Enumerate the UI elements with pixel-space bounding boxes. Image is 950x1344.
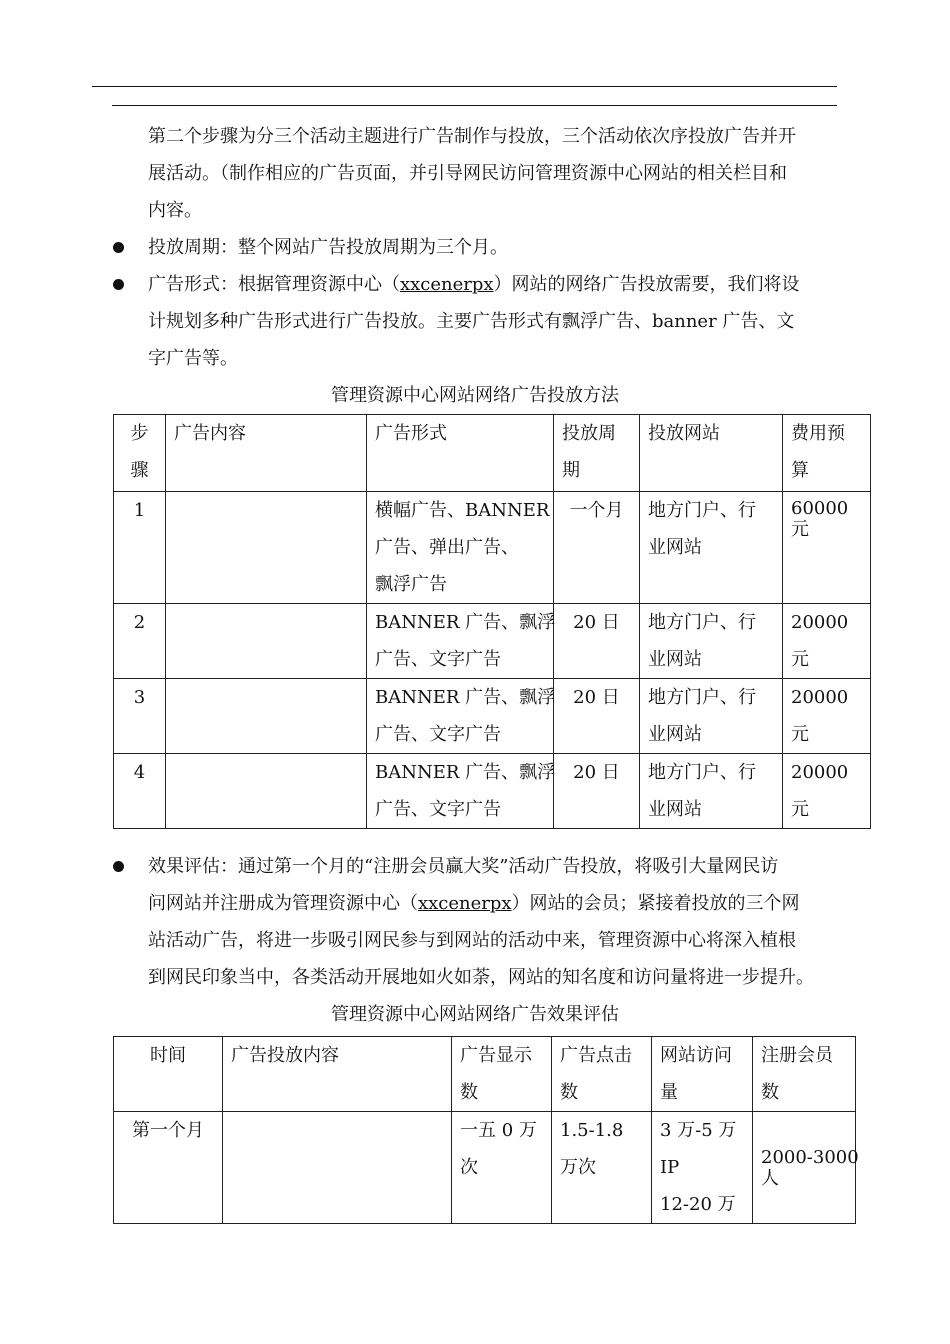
- table1-caption: 管理资源中心网站网络广告投放方法: [331, 385, 619, 406]
- budget-cell: 20000 元: [783, 679, 871, 754]
- header-budget: 费用预 算: [783, 415, 871, 492]
- table-row: [114, 604, 871, 679]
- clicks-cell: 1.5-1.8 万次: [552, 1112, 652, 1224]
- site-cell: 地方门户、行 业网站: [640, 492, 783, 604]
- content-cell: [166, 679, 367, 754]
- content-cell: [223, 1112, 452, 1224]
- bullet-dot-form: [113, 279, 124, 290]
- ad-effect-table: [113, 1036, 859, 1224]
- content-cell: [166, 754, 367, 829]
- period-cell: 20 日: [554, 679, 640, 754]
- header-members: 注册会员 数: [753, 1037, 856, 1112]
- members-cell: 2000-3000 人: [753, 1112, 856, 1224]
- header-visits: 网站访问 量: [652, 1037, 753, 1112]
- intro-line-1: 第二个步骤为分三个活动主题进行广告制作与投放，三个活动依次序投放广告并开: [148, 126, 796, 147]
- site-link[interactable]: xxcenerpx: [418, 893, 512, 914]
- table-row: [114, 492, 871, 604]
- site-link[interactable]: xxcenerpx: [400, 274, 494, 295]
- content-cell: [166, 492, 367, 604]
- table-row: [114, 1112, 856, 1224]
- bullet-form: [148, 266, 800, 377]
- bullet-dot-period: [113, 242, 124, 253]
- bullet-eval-line-4: 到网民印象当中，各类活动开展地如火如荼，网站的知名度和访问量将进一步提升。: [148, 967, 814, 988]
- step-cell: 1: [114, 492, 166, 604]
- time-cell: 第一个月: [114, 1112, 223, 1224]
- bullet-eval: [148, 848, 814, 996]
- intro-paragraph: [148, 118, 796, 229]
- form-cell: BANNER 广告、飘浮 广告、文字广告: [367, 604, 554, 679]
- budget-cell: 20000 元: [783, 604, 871, 679]
- bullet-eval-line-3: 站活动广告，将进一步吸引网民参与到网站的活动中来，管理资源中心将深入植根: [148, 930, 796, 951]
- bullet-form-line-3: 字广告等。: [148, 348, 238, 369]
- visits-cell: 3 万-5 万 IP 12-20 万: [652, 1112, 753, 1224]
- table-row: [114, 679, 871, 754]
- ad-plan-table: [113, 414, 871, 829]
- form-cell: BANNER 广告、飘浮 广告、文字广告: [367, 754, 554, 829]
- site-cell: 地方门户、行 业网站: [640, 679, 783, 754]
- step-cell: 3: [114, 679, 166, 754]
- header-rule-bottom: [112, 105, 837, 106]
- bullet-dot-eval: [113, 861, 124, 872]
- table-row: [114, 754, 871, 829]
- form-cell: BANNER 广告、飘浮 广告、文字广告: [367, 679, 554, 754]
- site-cell: 地方门户、行 业网站: [640, 754, 783, 829]
- header-clicks: 广告点击 数: [552, 1037, 652, 1112]
- header-step: 步 骤: [114, 415, 166, 492]
- header-content: 广告投放内容: [223, 1037, 452, 1112]
- bullet-period: [148, 229, 508, 266]
- form-cell: 横幅广告、BANNER 广告、弹出广告、 飘浮广告: [367, 492, 554, 604]
- bullet-form-line-1: 广告形式：根据管理资源中心（xxcenerpx）网站的网络广告投放需要，我们将设: [148, 274, 800, 295]
- header-rule-top: [92, 86, 837, 87]
- budget-cell: 60000 元: [783, 492, 871, 604]
- header-period: 投放周 期: [554, 415, 640, 492]
- header-form: 广告形式: [367, 415, 554, 492]
- header-content: 广告内容: [166, 415, 367, 492]
- impressions-cell: 一五 0 万 次: [452, 1112, 552, 1224]
- table2-caption: 管理资源中心网站网络广告效果评估: [331, 1004, 619, 1025]
- step-cell: 4: [114, 754, 166, 829]
- header-time: 时间: [114, 1037, 223, 1112]
- content-cell: [166, 604, 367, 679]
- step-cell: 2: [114, 604, 166, 679]
- budget-cell: 20000 元: [783, 754, 871, 829]
- bullet-eval-line-2: 问网站并注册成为管理资源中心（xxcenerpx）网站的会员；紧接着投放的三个网: [148, 893, 800, 914]
- bullet-period-text: 投放周期：整个网站广告投放周期为三个月。: [148, 237, 508, 258]
- table-header-row: [114, 1037, 856, 1112]
- intro-line-3: 内容。: [148, 200, 202, 221]
- header-site: 投放网站: [640, 415, 783, 492]
- bullet-form-line-2: 计规划多种广告形式进行广告投放。主要广告形式有飘浮广告、banner 广告、文: [148, 311, 795, 332]
- site-cell: 地方门户、行 业网站: [640, 604, 783, 679]
- intro-line-2: 展活动。（制作相应的广告页面，并引导网民访问管理资源中心网站的相关栏目和: [148, 163, 787, 184]
- bullet-eval-line-1: 效果评估：通过第一个月的“注册会员赢大奖”活动广告投放，将吸引大量网民访: [148, 856, 779, 877]
- table-header-row: [114, 415, 871, 492]
- period-cell: 一个月: [554, 492, 640, 604]
- header-impressions: 广告显示 数: [452, 1037, 552, 1112]
- period-cell: 20 日: [554, 754, 640, 829]
- period-cell: 20 日: [554, 604, 640, 679]
